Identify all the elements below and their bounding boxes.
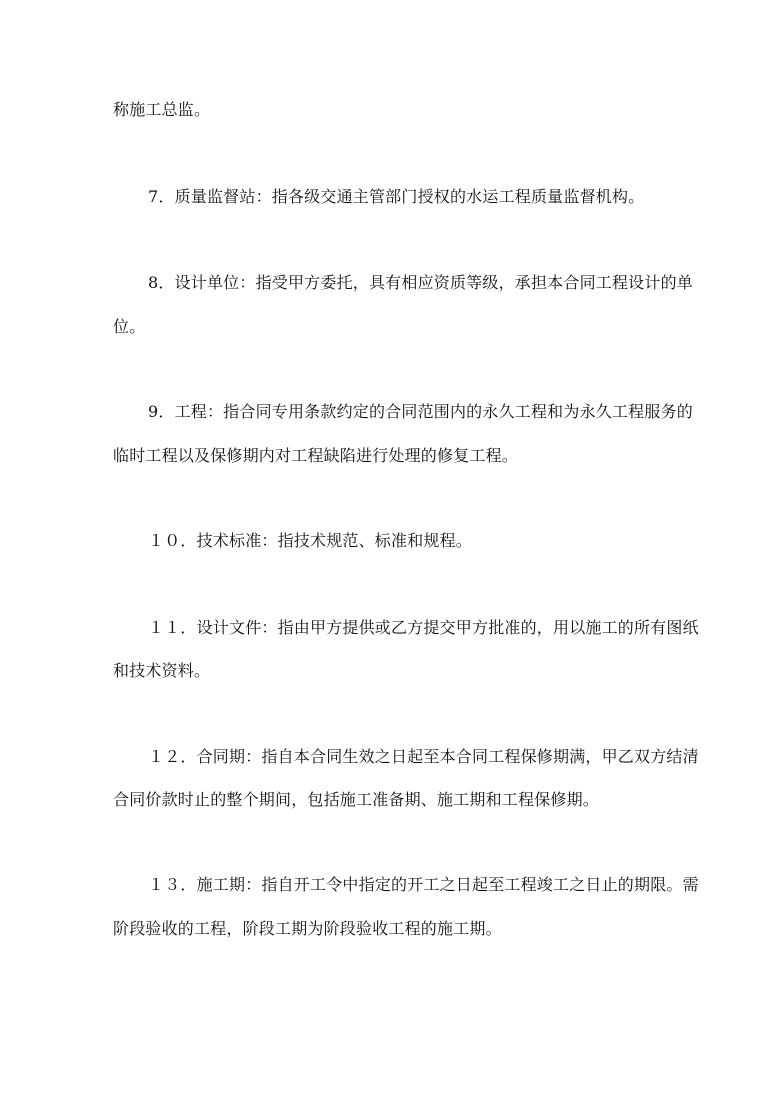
paragraph-line: 7．质量监督站：指各级交通主管部门授权的水运工程质量监督机构。 (148, 187, 645, 206)
paragraph-line: １３．施工期：指自开工令中指定的开工之日起至工程竣工之日止的期限。需 (148, 875, 699, 894)
paragraph-line: 位。 (113, 317, 146, 336)
paragraph-line: １０．技术标准：指技术规范、标准和规程。 (148, 531, 473, 550)
paragraph-line: 8．设计单位：指受甲方委托，具有相应资质等级，承担本合同工程设计的单 (148, 273, 693, 292)
paragraph-line: 9．工程：指合同专用条款约定的合同范围内的永久工程和为永久工程服务的 (148, 402, 693, 421)
paragraph-line: 称施工总监。 (113, 100, 211, 119)
paragraph-line: 和技术资料。 (113, 661, 211, 680)
paragraph-line: 临时工程以及保修期内对工程缺陷进行处理的修复工程。 (113, 446, 519, 465)
paragraph-line: １２．合同期：指自本合同生效之日起至本合同工程保修期满，甲乙双方结清 (148, 747, 699, 766)
paragraph-line: 合同价款时止的整个期间，包括施工准备期、施工期和工程保修期。 (113, 790, 600, 809)
paragraph-line: 阶段验收的工程，阶段工期为阶段验收工程的施工期。 (113, 919, 502, 938)
paragraph-line: １１．设计文件：指由甲方提供或乙方提交甲方批准的，用以施工的所有图纸 (148, 618, 699, 637)
